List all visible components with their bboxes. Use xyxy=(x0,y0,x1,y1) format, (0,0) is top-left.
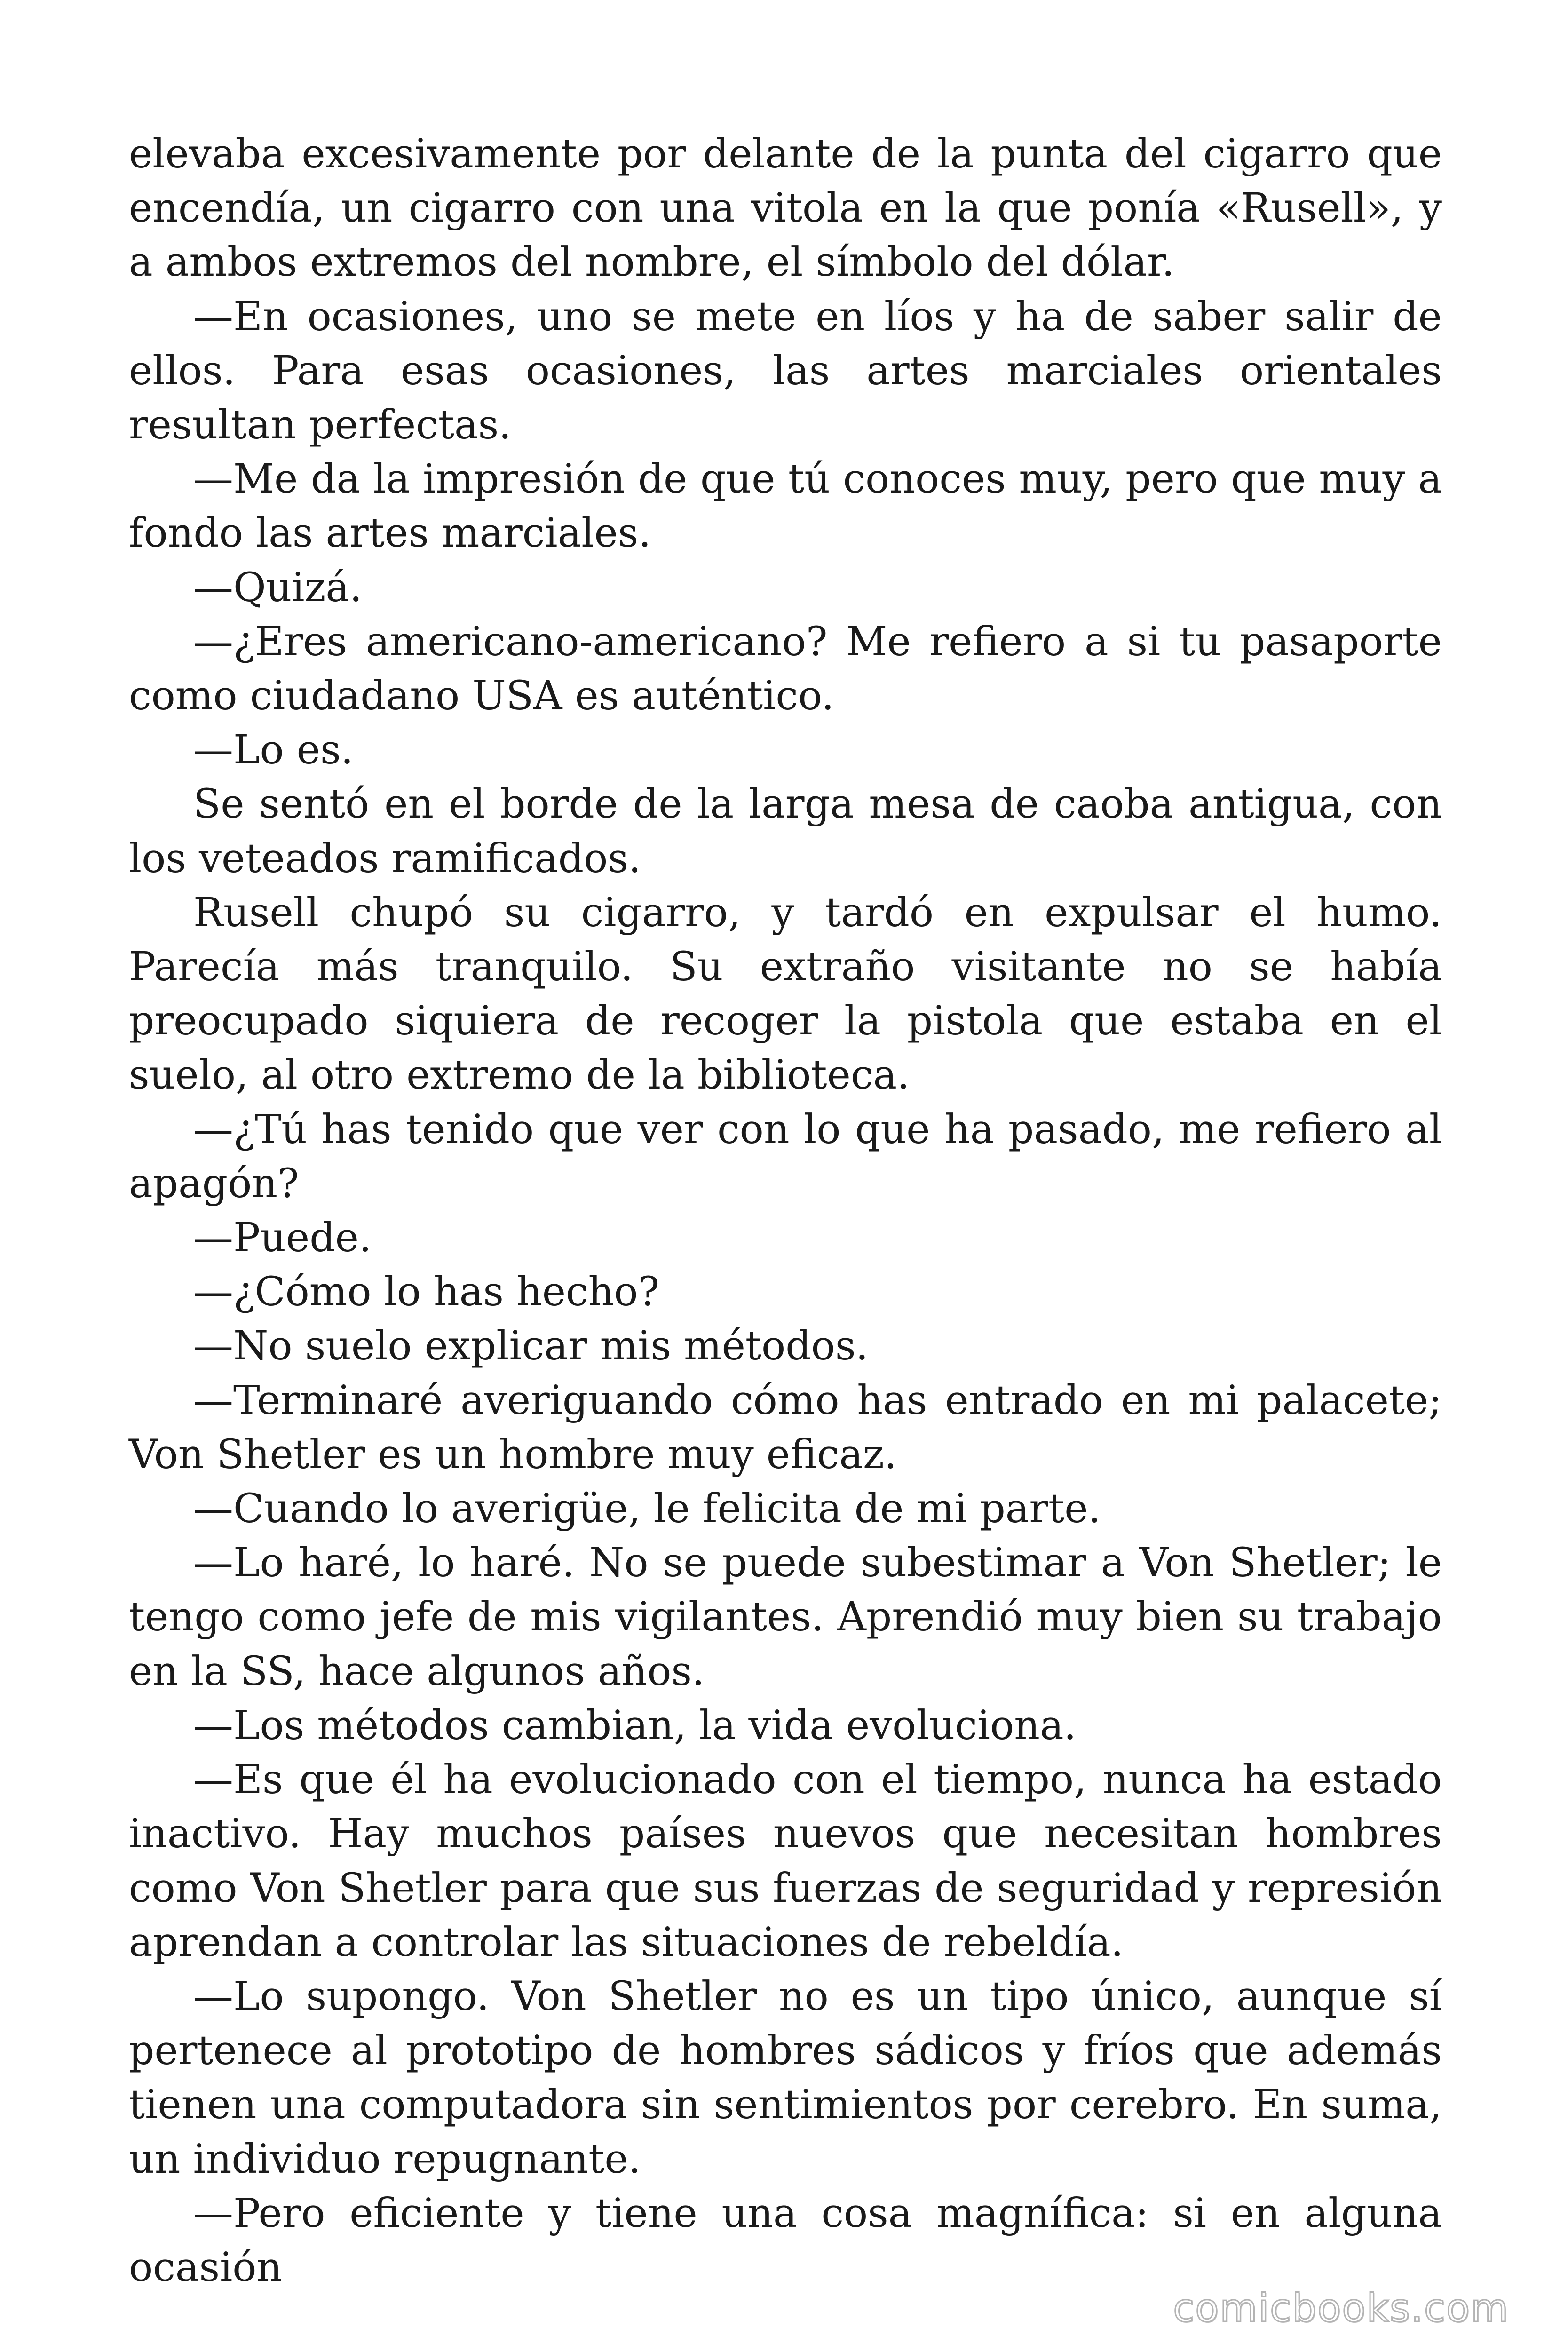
paragraph: —Quizá. xyxy=(193,564,363,611)
paragraph: —¿Tú has tenido que ver con lo que ha pasado, me refiero al apagón? xyxy=(129,1106,1442,1207)
paragraph: —Es que él ha evolucionado con el tiempo, nunca ha estado inactivo. Hay muchos países nuevos que necesitan hombres como Von Shetler para que sus fuerzas de seguridad y represión aprendan a controlar las situaciones de rebeldía. xyxy=(129,1756,1442,1966)
paragraph: —Me da la impresión de que tú conoces muy, pero que muy a fondo las artes marciales. xyxy=(129,456,1442,557)
paragraph: —Lo supongo. Von Shetler no es un tipo único, aunque sí pertenece al prototipo de hombres sádicos y fríos que además tienen una computadora sin sentimientos por cerebro. En suma, un individuo repugnante. xyxy=(129,1973,1442,2183)
paragraph: —Terminaré averiguando cómo has entrado en mi palacete; Von Shetler es un hombre muy eficaz. xyxy=(129,1377,1442,1478)
paragraph: Rusell chupó su cigarro, y tardó en expulsar el humo. Parecía más tranquilo. Su extraño visitante no se había preocupado siquiera de recoger la pistola que estaba en el suelo, al otro extremo de la biblioteca. xyxy=(129,889,1442,1099)
paragraph: Se sentó en el borde de la larga mesa de caoba antigua, con los veteados ramificados. xyxy=(129,781,1442,882)
paragraph: —Puede. xyxy=(193,1215,372,1262)
watermark: comicbooks.com xyxy=(1173,2286,1509,2331)
paragraph: —¿Cómo lo has hecho? xyxy=(193,1269,660,1316)
paragraph: —Lo haré, lo haré. No se puede subestimar a Von Shetler; le tengo como jefe de mis vigilantes. Aprendió muy bien su trabajo en la SS, hace algunos años. xyxy=(129,1540,1442,1695)
paragraph: —¿Eres americano-americano? Me refiero a si tu pasaporte como ciudadano USA es auténtico. xyxy=(129,618,1442,720)
page-text xyxy=(129,127,1442,2295)
paragraph: —En ocasiones, uno se mete en líos y ha de saber salir de ellos. Para esas ocasiones, las artes marciales orientales resultan perfectas. xyxy=(129,293,1442,449)
paragraph: —No suelo explicar mis métodos. xyxy=(193,1323,869,1370)
paragraph: —Lo es. xyxy=(193,727,354,774)
paragraph: —Pero eficiente y tiene una cosa magnífica: si en alguna ocasión xyxy=(129,2190,1442,2291)
paragraph: —Los métodos cambian, la vida evoluciona. xyxy=(193,1702,1077,1749)
paragraph: elevaba excesivamente por delante de la punta del cigarro que encendía, un cigarro con una vitola en la que ponía «Rusell», y a ambos extremos del nombre, el símbolo del dólar. xyxy=(129,131,1442,286)
paragraph: —Cuando lo averigüe, le felicita de mi parte. xyxy=(193,1486,1101,1533)
